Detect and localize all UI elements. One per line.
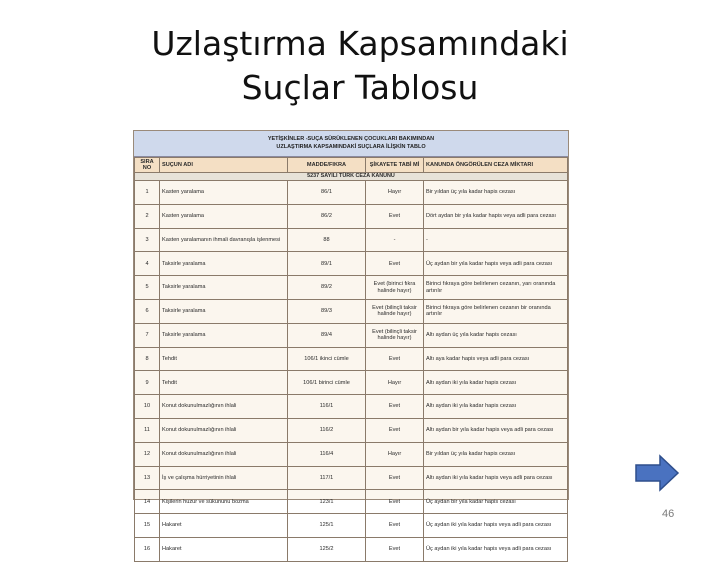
cell-penalty: Dört aydan bir yıla kadar hapis veya adli para cezası <box>424 204 568 228</box>
cell-penalty: Altı aydan iki yıla kadar hapis cezası <box>424 395 568 419</box>
col-header-penalty: KANUNDA ÖNGÖRÜLEN CEZA MİKTARI <box>424 158 568 173</box>
cell-article: 89/2 <box>288 276 366 300</box>
crime-table-image <box>133 130 569 553</box>
cell-crime: Taksirle yaralama <box>160 276 288 300</box>
cell-complaint: Hayır <box>366 371 424 395</box>
cell-crime: Kasten yaralamanın ihmali davranışla işlenmesi <box>160 228 288 252</box>
col-header-no: SIRA NO <box>135 158 160 173</box>
cell-no: 4 <box>135 252 160 276</box>
cell-crime: Tehdit <box>160 347 288 371</box>
table-heading <box>134 131 568 157</box>
cell-complaint: Hayır <box>366 442 424 466</box>
cell-penalty: Üç aydan bir yıla kadar hapis veya adli para cezası <box>424 252 568 276</box>
cell-no: 3 <box>135 228 160 252</box>
table-header-row <box>135 158 568 173</box>
cell-penalty: Altı aydan iki yıla kadar hapis cezası <box>424 371 568 395</box>
table-row <box>135 252 568 276</box>
cell-penalty: Üç aydan iki yıla kadar hapis veya adli para cezası <box>424 537 568 561</box>
cell-crime: Konut dokunulmazlığının ihlali <box>160 442 288 466</box>
crime-table <box>134 157 568 562</box>
col-header-article: MADDE/FIKRA <box>288 158 366 173</box>
table-row <box>135 299 568 323</box>
cell-crime: Hakaret <box>160 537 288 561</box>
cell-complaint: Evet <box>366 395 424 419</box>
table-row <box>135 347 568 371</box>
cell-crime: Taksirle yaralama <box>160 252 288 276</box>
cell-penalty: Bir yıldan üç yıla kadar hapis cezası <box>424 181 568 205</box>
table-heading-line-2: UZLAŞTIRMA KAPSAMINDAKİ SUÇLARA İLİŞKİN TABLO <box>276 144 426 150</box>
next-slide-button[interactable] <box>634 454 680 492</box>
table-heading-line-1: YETİŞKİNLER -SUÇA SÜRÜKLENEN ÇOCUKLARI BAKIMINDAN <box>267 136 435 142</box>
law-row-label: 5237 SAYILI TÜRK CEZA KANUNU <box>135 173 568 181</box>
cell-article: 86/2 <box>288 204 366 228</box>
cell-article: 89/3 <box>288 299 366 323</box>
table-row <box>135 418 568 442</box>
arrow-shape <box>636 456 678 490</box>
cell-complaint: Evet (bilinçli taksir halinde hayır) <box>366 299 424 323</box>
cell-complaint: Evet (bilinçli taksir halinde hayır) <box>366 323 424 347</box>
cell-no: 8 <box>135 347 160 371</box>
cell-complaint: Evet <box>366 418 424 442</box>
cell-penalty: Altı aydan üç yıla kadar hapis cezası <box>424 323 568 347</box>
law-row <box>135 173 568 181</box>
cell-article: 106/1 ikinci cümle <box>288 347 366 371</box>
cell-penalty: Bir yıldan üç yıla kadar hapis cezası <box>424 442 568 466</box>
right-arrow-icon <box>636 456 678 490</box>
cell-article: 125/2 <box>288 537 366 561</box>
cell-article: 116/4 <box>288 442 366 466</box>
col-header-complaint: ŞİKAYETE TABİ Mİ <box>366 158 424 173</box>
cell-complaint: - <box>366 228 424 252</box>
cell-no: 13 <box>135 466 160 490</box>
page-number: 46 <box>662 508 675 520</box>
cell-complaint: Evet (birinci fıkra halinde hayır) <box>366 276 424 300</box>
cell-penalty: Üç aydan bir yıla kadar hapis cezası <box>424 490 568 514</box>
cell-complaint: Evet <box>366 514 424 538</box>
table-row <box>135 466 568 490</box>
cell-article: 116/1 <box>288 395 366 419</box>
cell-crime: Kişilerin huzur ve sükununu bozma <box>160 490 288 514</box>
cell-crime: Taksirle yaralama <box>160 323 288 347</box>
cell-article: 89/1 <box>288 252 366 276</box>
cell-no: 7 <box>135 323 160 347</box>
cell-penalty: Altı aydan iki yıla kadar hapis veya adli para cezası <box>424 466 568 490</box>
cell-crime: Kasten yaralama <box>160 181 288 205</box>
table-row <box>135 228 568 252</box>
cell-complaint: Evet <box>366 252 424 276</box>
cell-complaint: Evet <box>366 537 424 561</box>
table-row <box>135 537 568 561</box>
cell-no: 16 <box>135 537 160 561</box>
cell-no: 14 <box>135 490 160 514</box>
table-row <box>135 323 568 347</box>
cell-penalty: - <box>424 228 568 252</box>
table-row <box>135 395 568 419</box>
cell-crime: Konut dokunulmazlığının ihlali <box>160 395 288 419</box>
cell-no: 10 <box>135 395 160 419</box>
cell-complaint: Evet <box>366 204 424 228</box>
cell-no: 9 <box>135 371 160 395</box>
cell-penalty: Birinci fıkraya göre belirlenen cezanın bir oranında artırılır <box>424 299 568 323</box>
cell-crime: Hakaret <box>160 514 288 538</box>
table-row <box>135 371 568 395</box>
title-line-1: Uzlaştırma Kapsamındaki <box>151 24 569 63</box>
cell-no: 15 <box>135 514 160 538</box>
cell-no: 12 <box>135 442 160 466</box>
cell-article: 106/1 birinci cümle <box>288 371 366 395</box>
cell-crime: Konut dokunulmazlığının ihlali <box>160 418 288 442</box>
table-row <box>135 276 568 300</box>
cell-article: 116/2 <box>288 418 366 442</box>
cell-complaint: Evet <box>366 466 424 490</box>
cell-crime: Taksirle yaralama <box>160 299 288 323</box>
col-header-crime: SUÇUN ADI <box>160 158 288 173</box>
cell-no: 1 <box>135 181 160 205</box>
cell-article: 123/1 <box>288 490 366 514</box>
cell-crime: İş ve çalışma hürriyetinin ihlali <box>160 466 288 490</box>
table-row <box>135 490 568 514</box>
cell-penalty: Altı aydan bir yıla kadar hapis veya adli para cezası <box>424 418 568 442</box>
cell-article: 88 <box>288 228 366 252</box>
cell-no: 6 <box>135 299 160 323</box>
cell-penalty: Üç aydan iki yıla kadar hapis veya adli para cezası <box>424 514 568 538</box>
slide-title <box>0 22 720 110</box>
cell-article: 125/1 <box>288 514 366 538</box>
cell-article: 89/4 <box>288 323 366 347</box>
cell-no: 5 <box>135 276 160 300</box>
cell-no: 2 <box>135 204 160 228</box>
cell-crime: Kasten yaralama <box>160 204 288 228</box>
cell-article: 117/1 <box>288 466 366 490</box>
cell-article: 86/1 <box>288 181 366 205</box>
cell-no: 11 <box>135 418 160 442</box>
cell-complaint: Evet <box>366 347 424 371</box>
title-line-2: Suçlar Tablosu <box>241 68 479 107</box>
cell-complaint: Evet <box>366 490 424 514</box>
cell-crime: Tehdit <box>160 371 288 395</box>
table-row <box>135 181 568 205</box>
cell-penalty: Birinci fıkraya göre belirlenen cezanın, yarı oranında artırılır <box>424 276 568 300</box>
table-row <box>135 514 568 538</box>
cell-penalty: Altı aya kadar hapis veya adli para cezası <box>424 347 568 371</box>
cell-complaint: Hayır <box>366 181 424 205</box>
table-row <box>135 442 568 466</box>
table-row <box>135 204 568 228</box>
